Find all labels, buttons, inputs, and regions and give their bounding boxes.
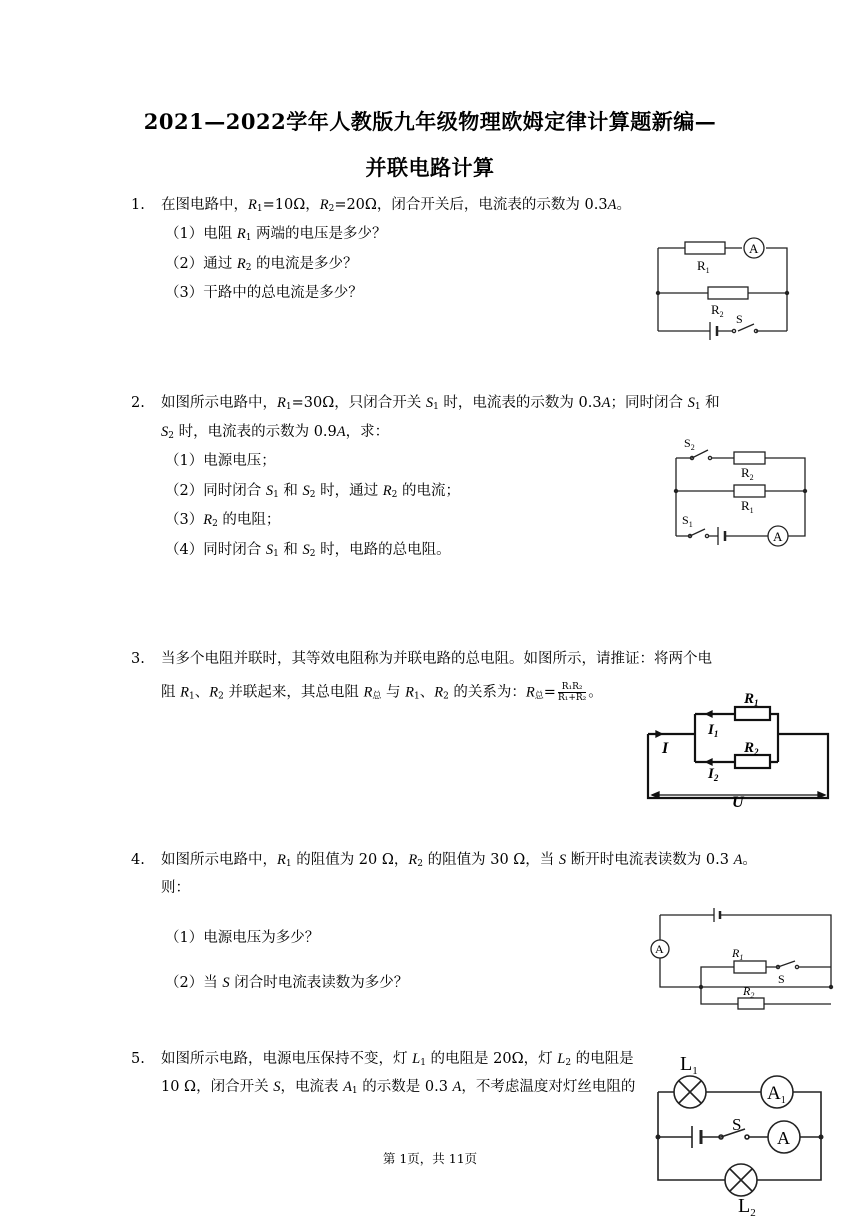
svg-text:S: S — [732, 1115, 742, 1134]
q4-stem-line1: 如图所示电路中，$R_1$ 的阻值为 20 Ω，$R_2$ 的阻值为 30 Ω，当 S 断开时电流表读数为 0.3 A。 — [161, 852, 757, 869]
q3-circuit-figure — [640, 690, 835, 810]
page-footer: 第 1页，共 11页 — [382, 1151, 478, 1166]
q1-part1: （1）电阻 $R_1$ 两端的电压是多少？ — [165, 226, 387, 243]
q1-stem: 在图电路中，$R_1=10\Omega$，$R_2=20\Omega$，闭合开关后，电流表的示数为 0.3A。 — [161, 197, 631, 214]
q2-stem-line1: 如图所示电路中，$R_1=30\Omega$，只闭合开关 $S_1$ 时，电流表的示数为 0.3A；同时闭合 $S_1$ 和 — [161, 395, 720, 412]
q3-stem-line2: 阻 $R_1$、$R_2$ 并联起来，其总电阻 $R_总$ 与 $R_1$、$R_2$ 的关系为：$R_总=$ $\frac{\text{R₁R₂}}{\text{R₁+R₂}}$ 。 — [161, 682, 603, 703]
svg-text:R2: $R_2$ — [743, 984, 755, 1000]
q5-circuit-figure — [650, 1050, 830, 1216]
q1-circuit-figure — [648, 232, 798, 364]
q5-stem-line2: 10 Ω，闭合开关 S，电流表 $A_1$ 的示数是 0.3 A，不考虑温度对灯丝电阻的 — [161, 1079, 636, 1096]
svg-text:R2: $R_2$ — [711, 302, 724, 319]
svg-text:L2: $L_2$ — [738, 1195, 756, 1216]
svg-text:R2: $R_2$ — [741, 465, 754, 482]
q2-part2: （2）同时闭合 $S_1$ 和 $S_2$ 时，通过 $R_2$ 的电流； — [165, 483, 460, 500]
q1-number: 1. — [131, 197, 145, 213]
q2-circuit-figure — [668, 430, 813, 555]
svg-text:S: S — [736, 312, 743, 326]
q2-part3: $(3)R_2$ 的电阻； — [165, 512, 281, 529]
svg-text:S: S — [778, 972, 785, 986]
svg-text:R1: $R_1$ — [732, 946, 744, 962]
q3-stem-line1: 当多个电阻并联时，其等效电阻称为并联电路的总电阻。如图所示，请推证：将两个电 — [161, 651, 712, 667]
svg-text:I: I — [662, 740, 669, 757]
svg-text:R2: $R_2$ — [744, 740, 759, 757]
q1-part2: （2）通过 $R_2$ 的电流是多少？ — [165, 256, 358, 273]
svg-text:A: A — [749, 241, 759, 256]
q2-stem-line2: $S_2$ 时，电流表的示数为 0.9A，求： — [161, 424, 390, 441]
q1-part3: （3）干路中的总电流是多少？ — [165, 285, 363, 301]
svg-text:R1: $R_1$ — [697, 258, 710, 275]
q4-number: 4. — [131, 852, 145, 868]
svg-text:S2: $S_2$ — [684, 436, 695, 452]
document-title: 2021—2022学年人教版九年级物理欧姆定律计算题新编— — [143, 109, 717, 134]
svg-text:A1: $A_1$ — [767, 1083, 786, 1106]
q2-number: 2. — [131, 395, 145, 411]
svg-text:I2: $I_2$ — [708, 766, 719, 783]
svg-text:L1: $L_1$ — [680, 1053, 698, 1077]
q2-part4: （4）同时闭合 $S_1$ 和 $S_2$ 时，电路的总电阻。 — [165, 542, 451, 559]
q4-part2: （2）当 S 闭合时电流表读数为多少？ — [165, 975, 409, 991]
q5-number: 5. — [131, 1051, 145, 1067]
svg-text:R1: $R_1$ — [744, 691, 759, 708]
svg-text:U: U — [732, 794, 744, 810]
svg-text:I1: $I_1$ — [708, 722, 719, 739]
q4-part1: （1）电源电压为多少？ — [165, 930, 320, 946]
document-subtitle: 并联电路计算 — [365, 155, 495, 180]
q3-number: 3. — [131, 651, 145, 667]
svg-text:A: A — [655, 942, 664, 956]
q4-stem-line2: 则： — [161, 880, 190, 896]
svg-text:A: A — [777, 1128, 790, 1148]
svg-text:S1: $S_1$ — [682, 513, 693, 529]
q3-formula-fraction: $\frac{\text{R₁R₂}}{\text{R₁+R₂}}$ — [557, 682, 587, 703]
svg-text:R1: $R_1$ — [741, 498, 754, 515]
q4-circuit-figure — [648, 905, 836, 1015]
q2-part1: （1）电源电压； — [165, 453, 276, 469]
svg-text:A: A — [773, 529, 783, 544]
q5-stem-line1: 如图所示电路，电源电压保持不变，灯 $L_1$ 的电阻是 20Ω，灯 $L_2$ 的电阻是 — [161, 1051, 634, 1068]
